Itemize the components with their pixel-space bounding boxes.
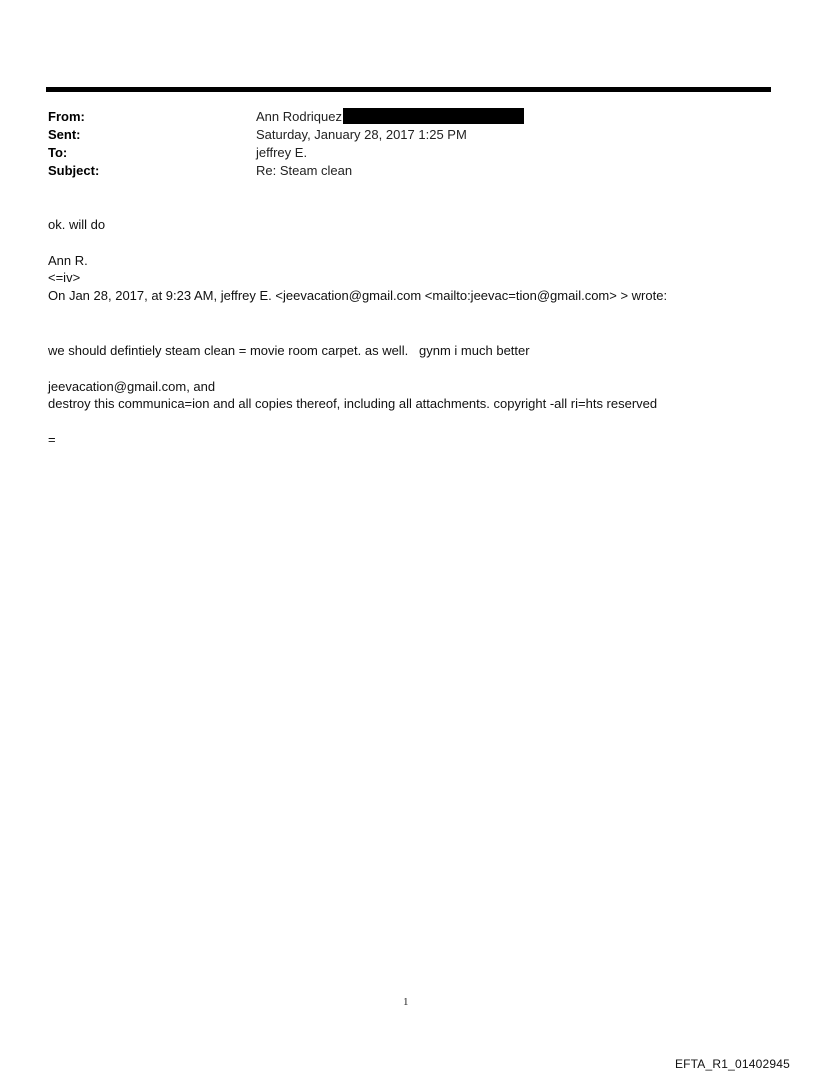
div-tag: <=iv> bbox=[48, 270, 81, 285]
footer-notice: destroy this communica=ion and all copies thereof, including all attachments. copyright -all ri=hts reserved bbox=[48, 396, 658, 411]
trailing-char: = bbox=[48, 432, 56, 447]
page-number: 1 bbox=[403, 996, 409, 1008]
signature-name: Ann R. bbox=[48, 253, 88, 268]
footer-email: jeevacation@gmail.com, and bbox=[48, 379, 216, 394]
bates-number: EFTA_R1_01402945 bbox=[674, 1057, 790, 1071]
to-label: To: bbox=[48, 145, 68, 160]
to-row bbox=[48, 144, 748, 162]
to-value: jeffrey E. bbox=[256, 145, 308, 160]
reply-text: ok. will do bbox=[48, 217, 106, 232]
email-header bbox=[48, 108, 748, 180]
from-label: From: bbox=[48, 109, 85, 124]
sent-row bbox=[48, 126, 748, 144]
subject-row bbox=[48, 162, 748, 180]
from-row bbox=[48, 108, 748, 126]
quote-intro: On Jan 28, 2017, at 9:23 AM, jeffrey E. <jeevacation@gmail.com <mailto:jeevac=tion@gmail.com> > wrote: bbox=[48, 288, 668, 303]
redaction-bar bbox=[343, 108, 524, 124]
quoted-message: we should defintiely steam clean = movie room carpet. as well. gynm i much better bbox=[48, 343, 530, 358]
subject-label: Subject: bbox=[48, 163, 100, 178]
sent-label: Sent: bbox=[48, 127, 81, 142]
subject-value: Re: Steam clean bbox=[256, 163, 353, 178]
sent-value: Saturday, January 28, 2017 1:25 PM bbox=[256, 127, 467, 142]
from-value bbox=[256, 108, 524, 126]
sender-name: Ann Rodriquez bbox=[256, 109, 342, 124]
header-rule bbox=[46, 87, 771, 92]
